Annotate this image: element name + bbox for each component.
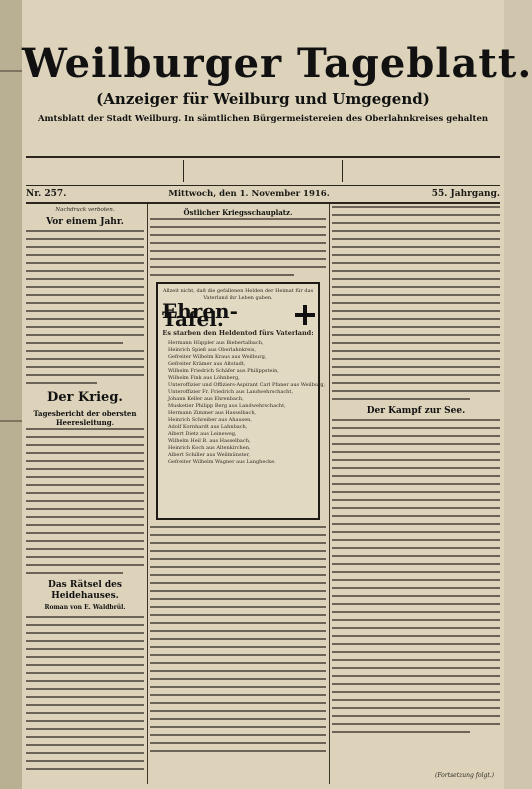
info-block-left: [26, 160, 184, 182]
info-block-right: [343, 160, 500, 182]
info-block-center: [184, 160, 342, 182]
name-item: Hermann Hüppler aus Biebertalbach,: [168, 340, 264, 346]
issue-number: Nr. 257.: [26, 189, 67, 199]
notice-title: Ehren-Tafel.: [162, 299, 238, 331]
name-item: Heinrich Schreiber aus Ahausen,: [168, 417, 252, 423]
article-heading: Tagesbericht der obersten Heeresleitung.: [33, 409, 137, 427]
article-text: [26, 428, 144, 574]
reprint-note: Nachdruck verboten.: [55, 207, 115, 213]
name-item: Unteroffizier und Offiziers-Aspirant Carl Pfaner aus Weilburg,: [168, 382, 326, 388]
column-center: [150, 206, 326, 786]
name-item: Johann Keller aus Ehrenbach,: [168, 396, 244, 402]
name-item: Albert Schiller aus Weilmünster,: [168, 452, 250, 458]
article-heading: Östlicher Kriegsschauplatz.: [183, 208, 293, 217]
name-item: Albert Dietz aus Leineweg,: [168, 431, 237, 437]
name-item: Wilhelm Heil B. aus Hasselbach,: [168, 438, 251, 444]
iron-cross-icon: [295, 305, 314, 325]
notice-title-row: [162, 299, 314, 331]
column-left: [26, 206, 144, 786]
name-item: Gefreiter Wilhelm Wagner aus Langhecke.: [168, 459, 276, 465]
article-text: [26, 230, 144, 384]
official-gazette-line: Amtsblatt der Stadt Weilburg. In sämtlichen Bürgermeistereien des Oberlahnkreises gehalten: [37, 114, 489, 124]
name-item: Unteroffizier Fr. Friedrich aus Landwehrschacht,: [168, 389, 293, 395]
article-heading: Der Kampf zur See.: [366, 406, 466, 416]
article-text: [332, 206, 500, 400]
masthead-rule: [26, 156, 500, 158]
newspaper-subtitle: (Anzeiger für Weilburg und Umgegend): [96, 90, 430, 108]
honor-roll-notice: [156, 282, 326, 520]
novel-text: [26, 616, 144, 770]
issue-date: Mittwoch, den 1. November 1916.: [168, 189, 330, 199]
column-separator: [329, 204, 330, 784]
publisher-info-bar: [26, 160, 500, 182]
article-heading: Der Krieg.: [47, 390, 123, 405]
article-text: [150, 218, 326, 276]
column-right: [332, 206, 500, 786]
issue-year: 55. Jahrgang.: [431, 189, 500, 199]
continuation-note: (Fortsetzung folgt.): [435, 772, 494, 779]
fallen-names-list: [162, 340, 326, 466]
article-heading: Vor einem Jahr.: [46, 217, 124, 227]
name-item: Heinrich Koch aus Altenkirchen,: [168, 445, 251, 451]
masthead: [22, 40, 532, 124]
column-separator: [147, 204, 148, 784]
name-item: Gefreiter Krämer aus Altstadt,: [168, 361, 246, 367]
name-item: Wilhelm Friedrich Schäfer aus Philippstein,: [168, 368, 279, 374]
front-page: [22, 0, 532, 789]
edge-rule: [0, 70, 22, 72]
info-rule: [26, 185, 500, 186]
newspaper-title: Weilburger Tageblatt.: [22, 40, 532, 87]
name-item: Gefreiter Wilhelm Kraus aus Weilburg,: [168, 354, 267, 360]
issue-rule: [26, 202, 500, 204]
edge-rule: [0, 420, 22, 422]
article-text: [332, 419, 500, 733]
issue-line: [26, 188, 500, 200]
notice-intro: Allzeit nicht, daß die gefallenen Helden der Heimat für das Vaterland ihr Leben gaben.: [162, 288, 314, 301]
name-item: Adolf Kornhardt aus Lahnbach,: [168, 424, 248, 430]
novel-author: Roman von E. Waldbrül.: [44, 604, 126, 611]
name-item: Hermann Zimmer aus Hasselbach,: [168, 410, 257, 416]
name-item: Musketier Philipp Berg aus Landwehrschacht,: [168, 403, 286, 409]
adjacent-page-edge: [0, 0, 22, 789]
notice-subtitle: Es starben den Heldentod fürs Vaterland:: [162, 329, 314, 337]
name-item: Wilhelm Fink aus Löhnberg,: [168, 375, 240, 381]
article-text: [150, 526, 326, 752]
name-item: Heinrich Spieß aus Oberlahnkreis,: [168, 347, 257, 353]
novel-heading: Das Rätsel des Heidehauses.: [48, 580, 122, 601]
